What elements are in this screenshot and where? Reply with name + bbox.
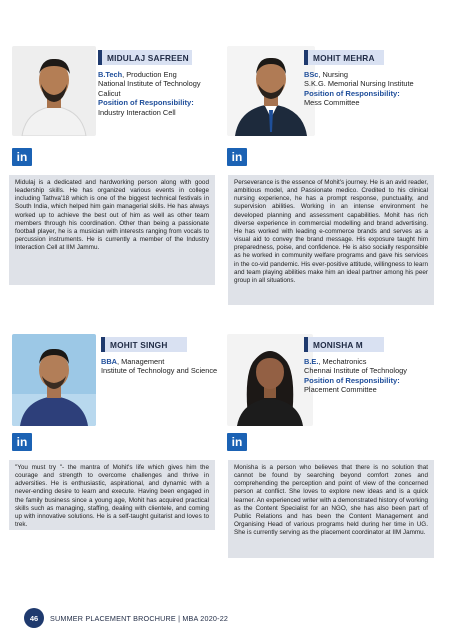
name-tag [98,50,192,65]
degree: B.E. [304,357,319,366]
field: , Production Eng [122,70,177,79]
linkedin-icon[interactable]: in [227,148,247,166]
name-tag [304,337,384,352]
profile-photo [12,334,96,426]
institute: National Institute of Technology Calicut [98,79,201,98]
profile-bio: Midulaj is a dedicated and hardworking person along with good leadership skills. He has organized various events in college including Tathva'18 which is one of the biggest technical festivals in South India, which helped him gain managerial skills. He has always worked up to achieve the best out of him as well as other team members through his coordination. Other than being a passionate football player, he is a musician with interests ranging from vocals to percussion instruments. He is currently a member of the Industry Interaction Cell at IIM Jammu. [9,175,215,285]
profile-photo [227,334,313,426]
profile-name: MONISHA M [313,339,363,350]
profile-photo [227,46,315,136]
por-label: Position of Responsibility: [304,88,400,98]
linkedin-icon[interactable]: in [12,148,32,166]
profile-bio: "You must try "- the mantra of Mohit's life which gives him the courage and strength to overcome challenges and thrive in adversities. He is enthusiastic, aspirational, and dynamic with a never-ending desire to learn and execute. Having been engaged in the family business since a young age, Mohit has acquired practical skills such as managing, staffing, dealing with clientele, and coming up with innovative solutions. He is a self-taught guitarist and loves to trek. [9,460,215,530]
institute: Chennai Institute of Technology [304,366,407,376]
page-number: 46 [24,608,44,628]
profile-photo [12,46,96,136]
field: , Nursing [318,70,348,79]
linkedin-icon[interactable]: in [12,433,32,451]
profile-info [101,357,221,376]
linkedin-icon[interactable]: in [227,433,247,451]
footer-title: SUMMER PLACEMENT BROCHURE | MBA 2020-22 [50,613,229,623]
profile-info [304,70,438,108]
por-value: Mess Committee [304,98,360,108]
degree: BSc [304,70,319,79]
degree: BBA [101,357,118,366]
degree: B.Tech [98,70,123,79]
profile-info [98,70,208,117]
profile-name: MIDULAJ SAFREEN [107,52,189,63]
profile-bio: Monisha is a person who believes that there is no solution that cannot be found by searching beyond comfort zones and comprehending the perception and point of view of the concerned person at conflict. She loves to explore new ideas and is a quick learner. An experienced writer with a demonstrated history of working as the Content Specialist for an NGO, she has also been part of Public Relations and has been the Content Management and Organising Head of various programs held during her time in UG. She is currently serving as the placement coordinator at IIM Jammu. [228,460,434,558]
field: , Mechatronics [318,357,367,366]
por-label: Position of Responsibility: [98,98,194,108]
profile-name: MOHIT MEHRA [313,52,375,63]
field: , Management [117,357,165,366]
institute: Institute of Technology and Science [101,366,218,376]
por-value: Placement Committee [304,385,377,395]
page-footer [24,608,228,628]
institute: S.K.G. Memorial Nursing Institute [304,79,414,89]
name-tag [304,50,384,65]
por-label: Position of Responsibility: [304,375,400,385]
por-value: Industry Interaction Cell [98,107,176,117]
name-tag [101,337,187,352]
profile-bio: Perseverance is the essence of Mohit's journey. He is an avid reader, ambitious model, and Passionate medico. Credited to his clinical nursing experience, he has a prompt response, punctuality, and supervision abilities. Working in an intense environment he developed planning and assessment capabilities. Mohit has rich diverse experience in commercial modelling and brand advertising. He has worked with leading e-commerce brands and serves as a visual aid to convey the brand message. His exposure taught him preparedness, poise, and confidence. He is also socially responsible as he worked in community welfare programs and gave his services in the co-vid pandemic. His ever-positive attitude, willingness to learn and team playing abilities make him an ideal partner among his peer group in all situations. [228,175,434,305]
profile-name: MOHIT SINGH [110,339,168,350]
profile-info [304,357,438,395]
